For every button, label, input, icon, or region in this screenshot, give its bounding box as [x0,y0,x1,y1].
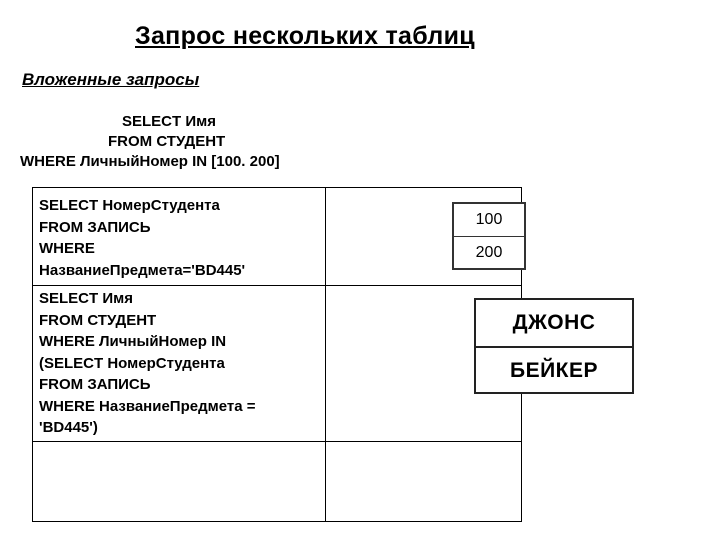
code-line: FROM СТУДЕНТ [39,311,157,329]
table-divider-horizontal [33,441,521,442]
table-cell-nested-query [39,288,255,439]
result-name: ДЖОНС [512,311,596,334]
table-cell-subquery [39,195,245,281]
table-divider-vertical [325,188,326,521]
page-title: Запрос нескольких таблиц [135,22,475,50]
result-number: 200 [454,236,524,269]
query-table [32,187,522,522]
code-line: WHERE НазваниеПредмета = [39,397,256,415]
result-numbers-box [452,202,526,270]
code-line: НазваниеПредмета='BD445' [39,261,246,279]
section-subtitle: Вложенные запросы [22,70,200,89]
code-line: SELECT Имя [39,290,133,307]
code-line: (SELECT НомерСтудента [39,354,225,372]
top-query-line: FROM СТУДЕНТ [108,133,226,150]
code-line: SELECT НомерСтудента [39,197,220,214]
result-number: 100 [475,211,503,228]
code-line: WHERE ЛичныйНомер IN [39,333,227,350]
result-names-box [474,298,634,394]
code-line: FROM ЗАПИСЬ [39,218,151,236]
code-line: FROM ЗАПИСЬ [39,376,151,393]
top-query-line: WHERE ЛичныйНомер IN [100. 200] [20,153,280,170]
top-query-line: SELECT Имя [122,113,216,130]
code-line: WHERE [39,240,95,257]
table-divider-horizontal [33,285,521,286]
code-line: 'BD445') [39,419,98,436]
result-name: БЕЙКЕР [476,346,632,394]
top-query [18,112,348,172]
